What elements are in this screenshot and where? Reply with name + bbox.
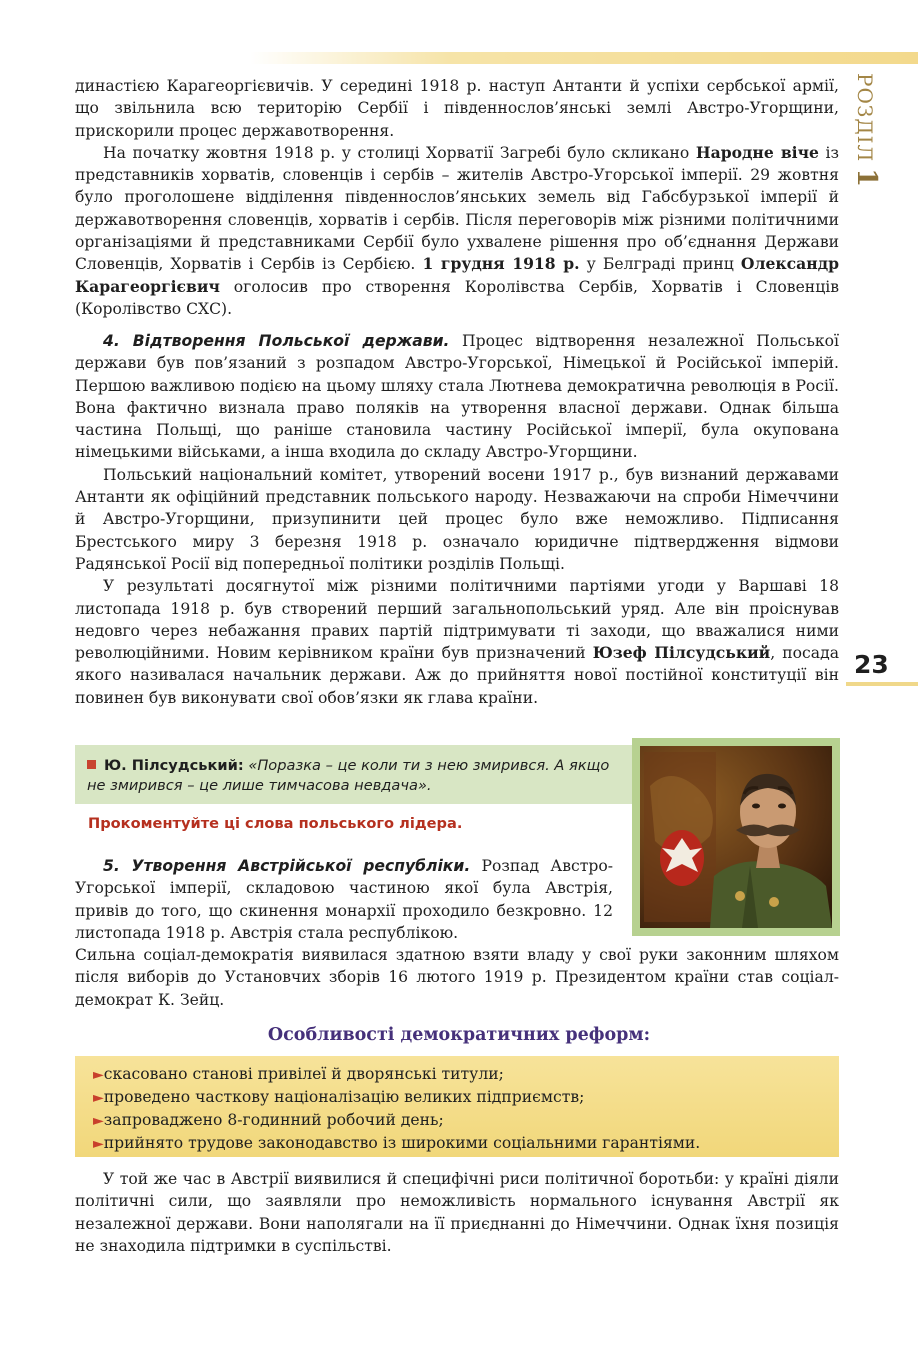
arrow-bullet-icon: ► [93, 1113, 104, 1129]
comment-task: Прокоментуйте ці слова польського лідера. [88, 815, 463, 832]
paragraph-austria-politics: У той же час в Австрії виявилися й специфічні риси політичної боротьби: у країні діяли політичні сили, що заявляли про неможливість нормального існування Австрії як незалежної держави. Вони наполягали на її приєднанні до Німеччини. Однак їхня позиція не знаходила підтримки в суспільстві. [75, 1170, 839, 1255]
section-austria-intro [75, 855, 613, 944]
list-item: ►скасовано станові привілеї й дворянські титули; [93, 1065, 504, 1083]
page-number: 23 [854, 650, 889, 679]
final-text-block [75, 1168, 839, 1257]
arrow-bullet-icon: ► [93, 1067, 104, 1083]
arrow-bullet-icon: ► [93, 1136, 104, 1152]
quote-author: Ю. Пілсудський: [104, 757, 244, 774]
section-austria-continuation [75, 944, 839, 1011]
paragraph-yugoslavia: На початку жовтня 1918 р. у столиці Хорватії Загребі було скликано Народне віче із представників хорватів, словенців і сербів – жителів Австро-Угорської імперії. 29 жовтня було проголошене відділення південнослов’янських земель від Габсбурзької імперії й державотворення словенців, хорватів і сербів. Після переговорів між різними політичними організаціями й представниками Сербії було ухвалене рішення про об’єднання Держави Словенців, Хорватів і Сербів із Сербією. 1 грудня 1918 р. у Белграді принц Олександр Карагеоргієвич оголосив про створення Королівства Сербів, Хорватів і Словенців (Королівство СХС). [75, 142, 839, 318]
arrow-bullet-icon: ► [93, 1090, 104, 1106]
reforms-title: Особливості демократичних реформ: [267, 1025, 651, 1045]
list-item: ►прийнято трудове законодавство із широкими соціальними гарантіями. [93, 1134, 701, 1152]
header-band [250, 52, 918, 64]
section-label: РОЗДІЛ [852, 72, 877, 162]
paragraph-poland-government: У результаті досягнутої між різними політичними партіями угоди у Варшаві 18 листопада 1918 р. був створений перший загальнопольський уряд. Але він проіснував недовго через небажання правих партій підтримувати ті заходи, що вважалися ними революційними. Новим керівником країни був призначений Юзеф Пілсудський, посада якого називалася начальник держави. Аж до прийняття нової постійної конституції він повинен був виконувати свої обов’язки як глава країни. [75, 577, 839, 707]
list-item: ►запроваджено 8-годинний робочий день; [93, 1111, 444, 1129]
page-number-rule [846, 682, 918, 686]
reforms-list [75, 1056, 839, 1157]
top-text-block [75, 75, 839, 320]
eagle-emblem-icon [660, 830, 704, 886]
portrait-image [640, 746, 832, 928]
page-number-block [846, 650, 918, 686]
quote-box [75, 745, 640, 804]
section-heading-poland: 4. Відтворення Польської держави. [103, 332, 450, 350]
quote-text: «Поразка – це коли ти з нею змирився. А якщо не змирився – це лише тимчасова невдача». [87, 757, 610, 794]
section-poland [75, 330, 839, 709]
paragraph-continuation: династією Карагеоргієвичів. У середині 1918 р. наступ Антанти й успіхи сербської армії, що звільнила всю територію Сербії і південнослов’янські землі Австро-Угорщини, прискорили процес державотворення. [75, 77, 839, 140]
pilsudski-portrait [632, 738, 840, 936]
section-tab [846, 72, 886, 188]
quote-bullet-icon [87, 760, 96, 769]
section-heading-austria: 5. Утворення Австрійської республіки. [103, 857, 471, 875]
section-number: 1 [850, 167, 882, 188]
paragraph-austria-socialdemocracy: Сильна соціал-демократія виявилася здатною взяти владу у свої руки законним шляхом після виборів до Установчих зборів 16 лютого 1919 р. Президентом країни став соціал-демократ К. Зейц. [75, 946, 839, 1009]
list-item: ►проведено часткову націоналізацію великих підприємств; [93, 1088, 585, 1106]
paragraph-poland-committee: Польський національний комітет, утворений восени 1917 р., був визнаний державами Антанти як офіційний представник польського народу. Незважаючи на спроби Німеччини й Австро-Угорщини, призупинити цей процес було вже неможливо. Підписання Брестського миру 3 березня 1918 р. означало юридичне підтвердження відмови Радянської Росії від попередньої політики розділів Польщі. [75, 465, 839, 573]
paragraph-austria-republic: 5. Утворення Австрійської республіки. Розпад Австро-Угорської імперії, складовою частиною якої була Австрія, привів до того, що скинення монархії проходило безкровно. 12 листопада 1918 р. Австрія стала республікою. [75, 857, 613, 942]
paragraph-poland-intro: 4. Відтворення Польської держави. Процес відтворення незалежної Польської держави був пов’язаний з розпадом Австро-Угорської, Німецької й Російської імперій. Першою важливою подією на цьому шляху стала Лютнева демократична революція в Росії. Вона фактично визнала право поляків на утворення власної держави. Однак більша частина Польщі, що раніше становила частину Російської імперії, була окупована німецькими військами, а інша входила до складу Австро-Угорщини. [75, 332, 839, 462]
